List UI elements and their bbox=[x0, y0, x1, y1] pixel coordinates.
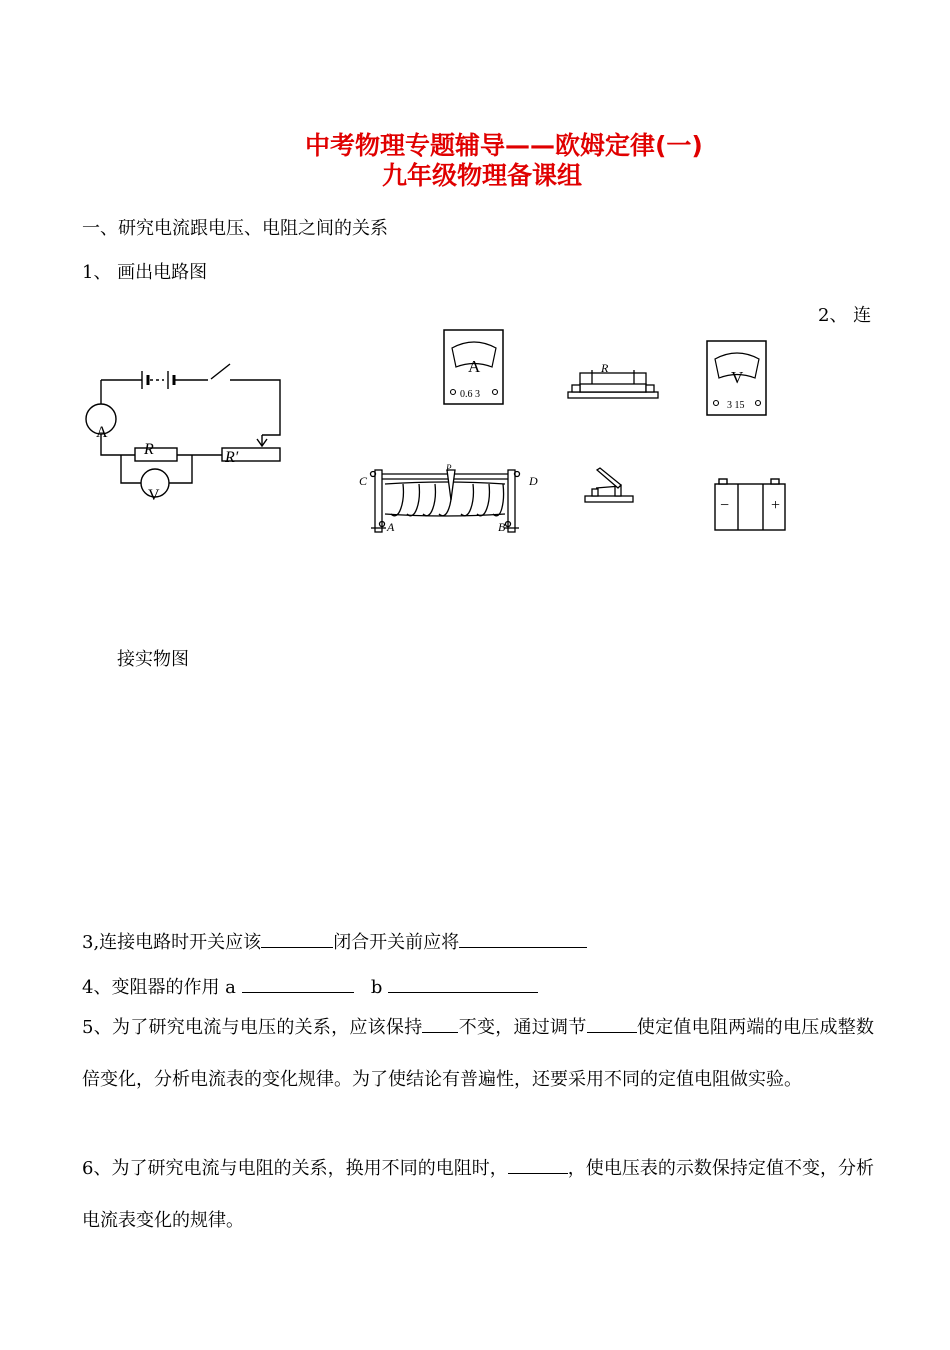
question-3-blank-2[interactable] bbox=[459, 931, 587, 948]
rheostat-d-label: D bbox=[529, 474, 538, 488]
circuit-diagram bbox=[80, 355, 300, 515]
question-5-blank-1[interactable] bbox=[422, 1016, 458, 1033]
page-title: 中考物理专题辅导——欧姆定律(一) bbox=[305, 131, 703, 160]
question-3 bbox=[82, 931, 587, 952]
switch-device bbox=[583, 467, 635, 507]
resistor-device-letter: R bbox=[601, 361, 609, 375]
question-6-part-b: ，使电压表的示数保持定值不变，分析电流表变化的规律。 bbox=[82, 1158, 875, 1231]
rheostat-c-label: C bbox=[359, 474, 368, 488]
resistor-label: R bbox=[144, 441, 154, 458]
voltmeter-label: V bbox=[148, 487, 160, 504]
voltmeter-device bbox=[706, 340, 768, 418]
rheostat-device bbox=[355, 462, 545, 538]
ammeter-device-letter: A bbox=[468, 357, 481, 376]
ammeter-label: A bbox=[96, 424, 108, 441]
question-4-part-b: b bbox=[370, 977, 383, 998]
question-3-part-a: 3,连接电路时开关应该 bbox=[82, 932, 262, 953]
question-2-end: 接实物图 bbox=[117, 649, 189, 670]
question-5-blank-2[interactable] bbox=[587, 1016, 637, 1033]
question-4-part-a: 4、变阻器的作用 a bbox=[82, 977, 236, 998]
battery-device bbox=[713, 478, 789, 532]
voltmeter-device-letter: V bbox=[731, 368, 744, 387]
battery-minus: − bbox=[720, 497, 730, 514]
ammeter-device bbox=[443, 329, 505, 407]
resistor-device bbox=[566, 356, 662, 402]
question-6-part-a: 6、为了研究电流与电阻的关系，换用不同的电阻时， bbox=[82, 1158, 508, 1179]
question-6-blank[interactable] bbox=[508, 1157, 568, 1174]
rheostat-b-label: B bbox=[498, 520, 506, 534]
battery-plus: + bbox=[771, 497, 781, 514]
section-heading: 一、研究电流跟电压、电阻之间的关系 bbox=[82, 218, 388, 239]
question-4 bbox=[82, 976, 538, 997]
rheostat-a-label: A bbox=[387, 520, 395, 534]
rheostat-p-label: P bbox=[446, 463, 452, 473]
voltmeter-terminals: 3 15 bbox=[727, 400, 745, 411]
question-3-part-b: 闭合开关前应将 bbox=[333, 932, 460, 953]
question-2-start: 2、 连 bbox=[818, 305, 872, 326]
question-5-part-b: 不变，通过调节 bbox=[458, 1017, 587, 1038]
question-5-part-c: 使定值电阻两端的电压成整数倍变化，分析电流表的变化规律。为了使结论有普遍性，还要采用不同的定值电阻做实验。 bbox=[82, 1017, 875, 1090]
ammeter-terminals: 0.6 3 bbox=[460, 389, 480, 400]
question-4-blank-b[interactable] bbox=[388, 976, 538, 993]
rheostat-label: R′ bbox=[225, 449, 239, 466]
question-3-blank-1[interactable] bbox=[261, 931, 333, 948]
question-5 bbox=[82, 1002, 874, 1106]
page-subtitle: 九年级物理备课组 bbox=[382, 161, 583, 190]
question-6 bbox=[82, 1143, 874, 1247]
question-5-part-a: 5、为了研究电流与电压的关系，应该保持 bbox=[82, 1017, 423, 1038]
question-1: 1、 画出电路图 bbox=[82, 262, 208, 283]
question-4-blank-a[interactable] bbox=[242, 976, 354, 993]
